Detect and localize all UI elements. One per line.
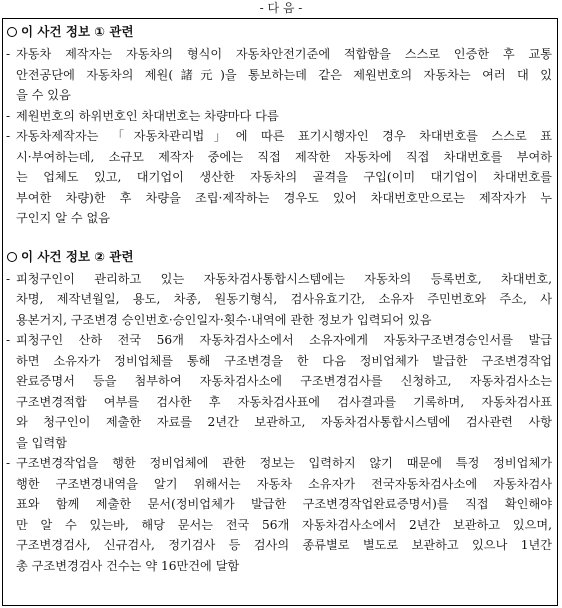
dash-bullet-icon: - [6,108,11,123]
section-title [7,22,134,42]
list-item-text: 부여한 차량)한 후 차량을 조립·제작하는 경우도 있어 차대번호만으로는 제작자가 누 [16,190,552,205]
list-item-text: 는 업체도 있고, 대기업이 생산한 자동차의 골격을 구입(이미 대기업이 차대번호를 [16,170,552,184]
list-item-text: 표와 함께 제출한 문서(정비업체가 발급한 구조변경작업완료증명서)를 직접 확인해야 [16,497,552,511]
list-item-text: 피청구인 산하 전국 56개 자동차검사소에서 소유자에게 자동차구조변경승인서를 발급 [16,333,552,347]
list-item-text: 하면 소유자가 정비업체를 통해 구조변경을 한 다음 정비업체가 발급한 구조변경작업 [16,353,552,368]
list-item-text: 용본거지, 구조변경 승인번호·승인일자·횟수·내역에 관한 정보가 입력되어 있음 [16,312,432,327]
list-item-text: 와 청구인이 제출한 자료를 2년간 보관하고, 자동차검사통합시스템에 검사관련 사항 [16,415,552,429]
content-box [2,18,558,606]
list-item-text: 구인지 알 수 없음 [16,211,111,225]
dash-bullet-icon: - [6,456,11,470]
section-title-text: 이 사건 정보 ② 관련 [21,248,134,264]
page-heading: - 다 음 - [259,1,303,15]
list-item-text: 제원번호의 하위번호인 차대번호는 차량마다 다름 [16,108,279,123]
list-item-text: 차명, 제작년월일, 용도, 차종, 원동기형식, 검사유효기간, 소유자 주민번호와 주소, 사 [16,292,552,306]
section-title-text: 이 사건 정보 ① 관련 [21,24,134,39]
dash-bullet-icon: - [6,333,11,347]
list-item-text: 총 구조변경검사 건수는 약 16만건에 달함 [16,558,240,573]
circle-bullet-icon [7,252,17,262]
section-title [7,247,134,267]
list-item-text: 구조변경작업을 행한 정비업체에 관한 정보는 입력하지 않기 때문에 특정 정비업체가 [16,456,552,470]
list-item-text: 만 알 수 있는바, 해당 문서는 전국 56개 자동차검사소에서 2년간 보관하고 있으며, [16,517,552,532]
list-item-text: 자동차제작자는 「자동차관리법」에 따른 표기시행자인 경우 차대번호를 스스로 표 [16,129,552,143]
list-item-text: 자동차 제작자는 자동차의 형식이 자동차안전기준에 적합함을 스스로 인증한 후 교통 [16,47,552,61]
list-item-text: 을 수 있음 [16,88,71,102]
list-item-text: 구조변경검사, 신규검사, 정기검사 등 검사의 종류별로 별도로 보관하고 있으나 1년간 [16,538,552,552]
circle-bullet-icon [7,27,17,37]
list-item-text: 안전공단에 자동차의 제원(諸元)을 통보하는데 같은 제원번호의 자동차는 여러 대 있 [16,67,552,82]
dash-bullet-icon: - [6,129,11,143]
dash-bullet-icon: - [6,271,11,286]
list-item-text: 구조변경적합 여부를 검사한 후 자동차검사표에 검사결과를 기록하며, 자동차검사표 [16,394,552,409]
list-item-text: 피청구인이 관리하고 있는 자동차검사통합시스템에는 자동차의 등록번호, 차대번호, [16,271,552,286]
list-item-text: 을 입력함 [16,435,67,450]
list-item-text: 완료증명서 등을 첨부하여 자동차검사소에 구조변경검사를 신청하고, 자동차검사소는 [16,374,552,388]
list-item-text: 시·부여하는데, 소규모 제작자 중에는 직접 제작한 자동차에 직접 차대번호를 부여하 [16,149,552,164]
list-item-text: 행한 구조변경내역을 알기 위해서는 자동차 소유자가 전국자동차검사소에 자동차검사 [16,476,552,491]
dash-bullet-icon: - [6,47,11,61]
